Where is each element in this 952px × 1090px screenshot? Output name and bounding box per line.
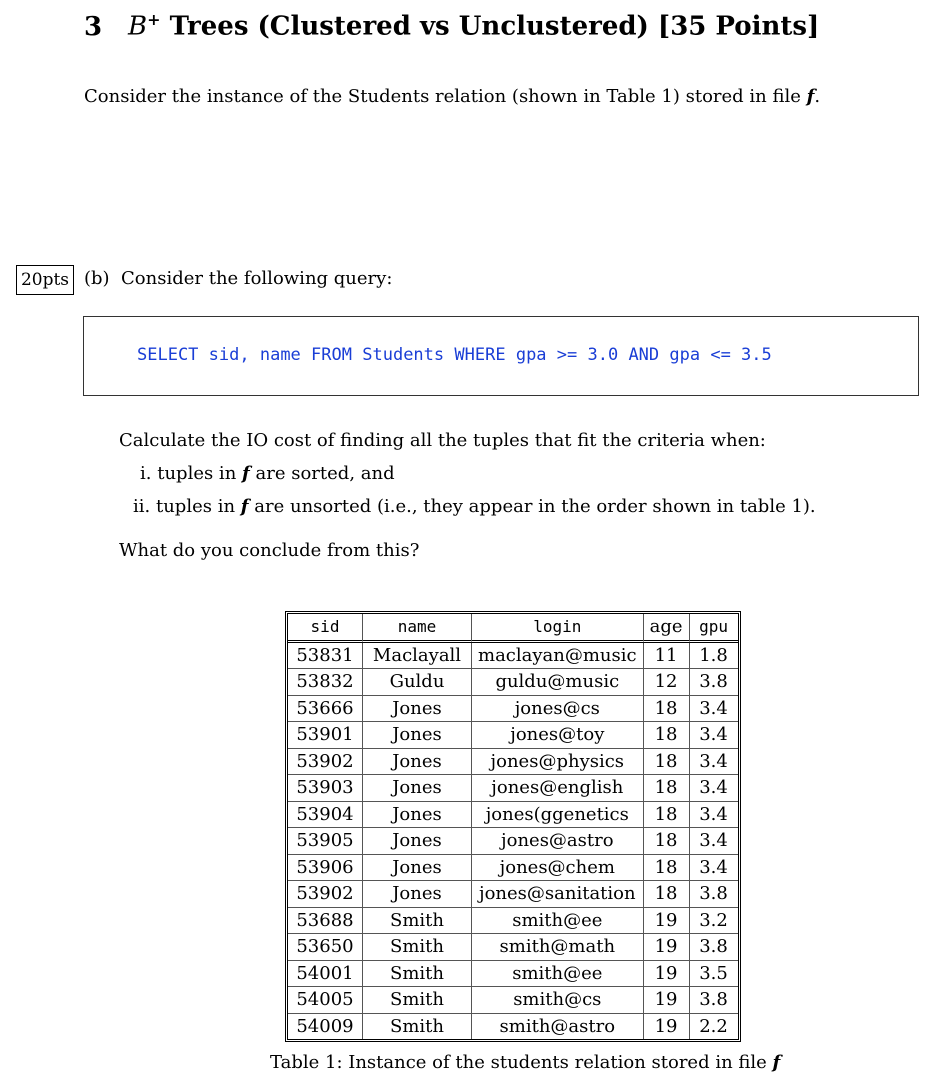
cell-sid: 53905 bbox=[288, 828, 363, 855]
cell-sid: 53902 bbox=[288, 749, 363, 776]
cell-sid: 53666 bbox=[288, 696, 363, 723]
table-row bbox=[288, 934, 738, 961]
cell-sid: 53688 bbox=[288, 908, 363, 935]
cell-gpu: 3.8 bbox=[690, 934, 738, 961]
cell-sid: 53831 bbox=[288, 643, 363, 670]
item-i-file: f bbox=[242, 463, 250, 484]
table-row bbox=[288, 802, 738, 829]
item-i-pre: tuples in bbox=[157, 463, 237, 484]
students-table bbox=[285, 611, 741, 1042]
caption-file: f bbox=[772, 1052, 781, 1073]
cell-login: jones@chem bbox=[472, 855, 644, 882]
section-number: 3 bbox=[84, 11, 103, 42]
table-row bbox=[288, 722, 738, 749]
cell-sid: 53650 bbox=[288, 934, 363, 961]
table-body bbox=[288, 643, 738, 1040]
cell-gpu: 3.8 bbox=[690, 987, 738, 1014]
cell-age: 18 bbox=[644, 749, 690, 776]
cell-gpu: 3.4 bbox=[690, 828, 738, 855]
cell-gpu: 3.4 bbox=[690, 696, 738, 723]
cell-login: jones@physics bbox=[472, 749, 644, 776]
cell-age: 18 bbox=[644, 696, 690, 723]
item-i-label: i. bbox=[140, 463, 152, 484]
cell-age: 19 bbox=[644, 934, 690, 961]
table-row bbox=[288, 987, 738, 1014]
caption-text: Table 1: Instance of the students relation stored in file bbox=[270, 1052, 767, 1073]
cell-login: smith@cs bbox=[472, 987, 644, 1014]
item-ii-post: are unsorted (i.e., they appear in the order shown in table 1). bbox=[254, 496, 816, 517]
cell-name: Smith bbox=[363, 934, 472, 961]
cell-gpu: 3.4 bbox=[690, 855, 738, 882]
table-row bbox=[288, 908, 738, 935]
cell-login: jones(ggenetics bbox=[472, 802, 644, 829]
item-ii-pre: tuples in bbox=[155, 496, 236, 517]
table-row bbox=[288, 1014, 738, 1040]
cell-gpu: 3.2 bbox=[690, 908, 738, 935]
cell-age: 19 bbox=[644, 1014, 690, 1040]
sql-cond2: gpa <= 3.5 bbox=[669, 345, 772, 365]
cell-login: maclayan@music bbox=[472, 643, 644, 670]
cell-login: smith@ee bbox=[472, 961, 644, 988]
cell-name: Jones bbox=[363, 802, 472, 829]
table-row bbox=[288, 696, 738, 723]
item-ii-file: f bbox=[240, 496, 249, 517]
sql-where: WHERE bbox=[454, 345, 506, 365]
sql-and: AND bbox=[628, 345, 660, 365]
cell-name: Smith bbox=[363, 908, 472, 935]
sql-query bbox=[137, 345, 772, 365]
cell-age: 19 bbox=[644, 908, 690, 935]
cell-name: Smith bbox=[363, 987, 472, 1014]
section-title: Trees (Clustered vs Unclustered) [35 Points] bbox=[169, 11, 820, 42]
cell-age: 11 bbox=[644, 643, 690, 670]
cell-login: jones@english bbox=[472, 775, 644, 802]
cell-gpu: 3.4 bbox=[690, 775, 738, 802]
instruction-line: Calculate the IO cost of finding all the tuples that fit the criteria when: bbox=[119, 430, 766, 451]
cell-sid: 53832 bbox=[288, 669, 363, 696]
cell-gpu: 3.8 bbox=[690, 881, 738, 908]
cell-name: Smith bbox=[363, 1014, 472, 1040]
table-header-row bbox=[288, 614, 738, 643]
item-i bbox=[140, 463, 395, 484]
cell-sid: 53904 bbox=[288, 802, 363, 829]
cell-sid: 53906 bbox=[288, 855, 363, 882]
header-name: name bbox=[363, 614, 472, 643]
intro-text: Consider the instance of the Students relation (shown in Table 1) stored in file bbox=[84, 86, 801, 107]
part-b-text: Consider the following query: bbox=[121, 268, 393, 289]
header-login: login bbox=[472, 614, 644, 643]
cell-gpu: 1.8 bbox=[690, 643, 738, 670]
cell-name: Jones bbox=[363, 881, 472, 908]
item-ii-label: ii. bbox=[133, 496, 151, 517]
cell-login: jones@toy bbox=[472, 722, 644, 749]
sql-from: FROM bbox=[311, 345, 352, 365]
conclusion-question: What do you conclude from this? bbox=[119, 540, 420, 561]
part-b-heading bbox=[84, 268, 392, 289]
table-row bbox=[288, 669, 738, 696]
cell-name: Jones bbox=[363, 722, 472, 749]
cell-name: Maclayall bbox=[363, 643, 472, 670]
points-box: 20pts bbox=[16, 265, 74, 295]
cell-name: Guldu bbox=[363, 669, 472, 696]
table-caption bbox=[270, 1052, 780, 1073]
cell-gpu: 3.8 bbox=[690, 669, 738, 696]
cell-name: Jones bbox=[363, 749, 472, 776]
table-row bbox=[288, 749, 738, 776]
cell-gpu: 3.5 bbox=[690, 961, 738, 988]
cell-gpu: 3.4 bbox=[690, 722, 738, 749]
table-row bbox=[288, 828, 738, 855]
cell-age: 12 bbox=[644, 669, 690, 696]
query-box bbox=[83, 316, 919, 396]
cell-age: 18 bbox=[644, 722, 690, 749]
cell-name: Jones bbox=[363, 828, 472, 855]
section-title-b: B bbox=[128, 11, 148, 42]
cell-age: 19 bbox=[644, 987, 690, 1014]
intro-file: f bbox=[806, 86, 815, 107]
cell-name: Jones bbox=[363, 775, 472, 802]
sql-select: SELECT bbox=[137, 345, 199, 365]
table-row bbox=[288, 775, 738, 802]
section-heading bbox=[84, 10, 819, 42]
table-row bbox=[288, 961, 738, 988]
cell-name: Jones bbox=[363, 696, 472, 723]
cell-gpu: 3.4 bbox=[690, 802, 738, 829]
header-age: age bbox=[644, 614, 690, 643]
item-i-post: are sorted, and bbox=[255, 463, 395, 484]
cell-name: Smith bbox=[363, 961, 472, 988]
item-ii bbox=[133, 496, 816, 517]
header-gpu: gpu bbox=[690, 614, 738, 643]
cell-gpu: 2.2 bbox=[699, 1015, 728, 1037]
table-row bbox=[288, 855, 738, 882]
cell-age: 18 bbox=[644, 802, 690, 829]
cell-age: 18 bbox=[644, 828, 690, 855]
cell-login: jones@sanitation bbox=[472, 881, 644, 908]
cell-sid: 53902 bbox=[288, 881, 363, 908]
cell-sid: 53901 bbox=[288, 722, 363, 749]
header-sid: sid bbox=[288, 614, 363, 643]
cell-login: smith@ee bbox=[472, 908, 644, 935]
part-b-label: (b) bbox=[84, 268, 110, 289]
cell-age: 18 bbox=[644, 881, 690, 908]
cell-age: 18 bbox=[644, 775, 690, 802]
cell-sid: 53903 bbox=[288, 775, 363, 802]
cell-login: jones@astro bbox=[472, 828, 644, 855]
sql-fields: sid, name bbox=[208, 345, 301, 365]
table-row bbox=[288, 643, 738, 670]
cell-login: smith@astro bbox=[472, 1014, 644, 1040]
cell-login: guldu@music bbox=[472, 669, 644, 696]
cell-name: Jones bbox=[363, 855, 472, 882]
intro-end: . bbox=[814, 86, 821, 107]
cell-sid: 54005 bbox=[288, 987, 363, 1014]
cell-age: 18 bbox=[644, 855, 690, 882]
sql-cond1: gpa >= 3.0 bbox=[515, 345, 619, 365]
cell-login: jones@cs bbox=[472, 696, 644, 723]
cell-login: smith@math bbox=[472, 934, 644, 961]
table-row bbox=[288, 881, 738, 908]
section-title-plus: + bbox=[147, 10, 161, 29]
cell-age: 19 bbox=[644, 961, 690, 988]
sql-table: Students bbox=[362, 345, 445, 365]
cell-gpu: 3.4 bbox=[690, 749, 738, 776]
cell-sid: 54001 bbox=[288, 961, 363, 988]
intro-paragraph bbox=[84, 86, 820, 107]
cell-sid: 54009 bbox=[288, 1014, 363, 1040]
